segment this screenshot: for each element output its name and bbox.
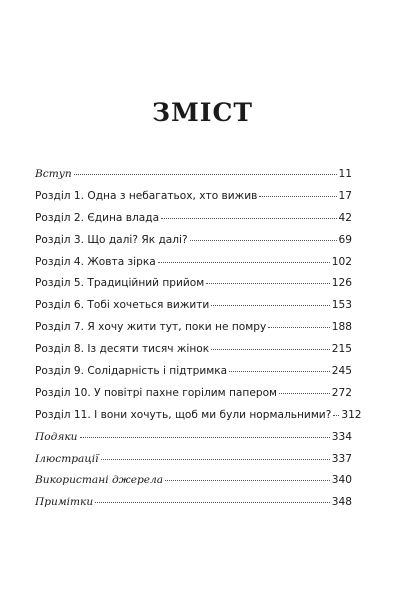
dot-leader: [211, 349, 330, 350]
toc-entry-label: Розділ 10. У повітрі пахне горілим папером: [35, 386, 278, 399]
toc-page-number: 215: [331, 343, 352, 356]
dot-leader: [268, 327, 330, 328]
dot-leader: [101, 459, 330, 460]
dot-leader: [333, 415, 339, 416]
dot-leader: [190, 240, 337, 241]
table-of-contents: [35, 168, 362, 518]
toc-entry: [35, 496, 352, 518]
toc-entry: [35, 321, 352, 343]
dot-leader: [211, 305, 329, 306]
toc-page-number: 153: [331, 299, 352, 312]
dot-leader: [165, 480, 330, 481]
toc-entry: [35, 365, 352, 387]
toc-entry-label: Вступ: [35, 168, 72, 180]
toc-entry: [35, 408, 362, 431]
toc-entry: [35, 168, 352, 190]
toc-page-number: 337: [331, 452, 352, 465]
dot-leader: [206, 283, 329, 284]
toc-entry: [35, 387, 352, 409]
toc-entry: [35, 453, 352, 475]
toc-page-number: 42: [338, 211, 352, 224]
toc-entry-label: Розділ 2. Єдина влада: [35, 211, 160, 224]
toc-entry-label: Примітки: [35, 496, 94, 509]
toc-entry-label: Розділ 1. Одна з небагатьох, хто вижив: [35, 189, 258, 202]
toc-entry: [35, 212, 352, 234]
dot-leader: [158, 262, 330, 263]
toc-page-number: 69: [338, 233, 352, 246]
toc-page-number: 102: [331, 255, 352, 268]
toc-entry-label: Розділ 3. Що далі? Як далі?: [35, 233, 188, 246]
toc-page-number: 188: [331, 321, 352, 334]
toc-entry: [35, 343, 352, 365]
toc-page-number: 272: [331, 386, 352, 399]
dot-leader: [95, 502, 330, 503]
toc-entry: [35, 234, 352, 256]
toc-page-number: 348: [331, 496, 352, 509]
toc-entry-label: Розділ 5. Традиційний прийом: [35, 277, 205, 290]
dot-leader: [80, 437, 330, 438]
toc-page-number: 312: [341, 408, 362, 421]
toc-page-number: 126: [331, 277, 352, 290]
toc-page-number: 334: [331, 430, 352, 443]
toc-entry: [35, 256, 352, 278]
dot-leader: [74, 174, 337, 175]
dot-leader: [259, 196, 336, 197]
toc-page-number: 11: [338, 168, 352, 180]
toc-entry: [35, 190, 352, 212]
toc-entry-label: Розділ 11. І вони хочуть, щоб ми були нормальними?: [35, 408, 332, 421]
toc-entry-label: Розділ 9. Солідарність і підтримка: [35, 365, 228, 378]
toc-page-number: 17: [338, 189, 352, 202]
toc-page-number: 245: [331, 365, 352, 378]
toc-entry: [35, 431, 352, 453]
toc-entry-label: Розділ 8. Із десяти тисяч жінок: [35, 343, 210, 356]
toc-entry-label: Розділ 6. Тобі хочеться вижити: [35, 299, 210, 312]
toc-page-number: 340: [331, 474, 352, 487]
toc-entry-label: Розділ 4. Жовта зірка: [35, 255, 156, 268]
toc-entry-label: Використані джерела: [35, 474, 164, 487]
toc-entry: [35, 277, 352, 299]
dot-leader: [229, 371, 330, 372]
dot-leader: [161, 218, 336, 219]
dot-leader: [279, 393, 330, 394]
toc-entry: [35, 474, 352, 496]
toc-entry-label: Ілюстрації: [35, 452, 99, 465]
toc-entry: [35, 299, 352, 321]
page-title: ЗМІСТ: [152, 98, 253, 127]
toc-entry-label: Розділ 7. Я хочу жити тут, поки не помру: [35, 321, 267, 334]
toc-entry-label: Подяки: [35, 430, 78, 443]
